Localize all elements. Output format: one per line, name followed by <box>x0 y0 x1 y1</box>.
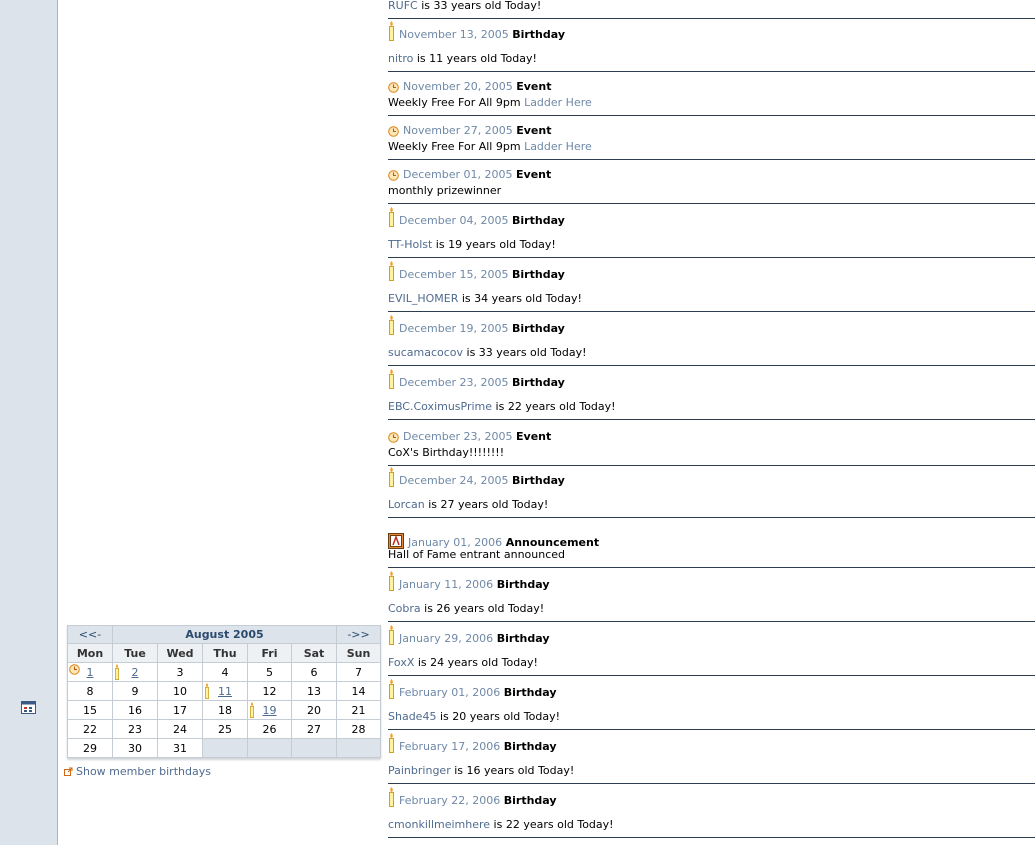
calendar-day-number: 7 <box>355 665 363 679</box>
event-entry <box>388 785 1035 838</box>
entry-date[interactable]: November 20, 2005 <box>403 80 513 93</box>
entry-type: Birthday <box>496 632 550 645</box>
entry-type: Event <box>516 124 552 137</box>
calendar-day-number: 22 <box>83 722 97 736</box>
show-member-birthdays-link[interactable] <box>64 765 211 778</box>
entry-header <box>388 261 565 281</box>
weekday-header: Sat <box>292 644 337 663</box>
entry-date[interactable]: December 19, 2005 <box>399 322 509 335</box>
event-entry <box>388 0 1035 19</box>
entry-date[interactable]: November 13, 2005 <box>399 28 509 41</box>
calendar-day[interactable] <box>158 739 203 758</box>
event-entry <box>388 205 1035 258</box>
member-name-link[interactable]: RUFC <box>388 0 418 12</box>
next-month-button[interactable]: ->> <box>337 626 381 644</box>
calendar-day[interactable] <box>248 663 292 682</box>
calendar-day[interactable] <box>292 682 337 701</box>
calendar-day <box>292 739 337 758</box>
entry-date[interactable]: January 29, 2006 <box>399 632 494 645</box>
calendar-day[interactable] <box>248 701 292 720</box>
calendar-day[interactable] <box>158 663 203 682</box>
calendar-day[interactable] <box>113 701 158 720</box>
birthday-icon <box>388 632 395 645</box>
calendar-day-number: 29 <box>83 741 97 755</box>
entry-body <box>388 711 560 723</box>
entry-header <box>388 125 551 137</box>
entry-header <box>388 431 551 443</box>
prev-month-button[interactable]: <<- <box>68 626 113 644</box>
entry-body <box>388 549 565 561</box>
event-icon <box>388 80 399 93</box>
entry-type: Announcement <box>505 536 600 549</box>
entry-date[interactable]: February 22, 2006 <box>399 794 501 807</box>
member-name-link[interactable]: Shade45 <box>388 710 437 723</box>
entry-date[interactable]: January 01, 2006 <box>408 536 503 549</box>
calendar-day <box>248 739 292 758</box>
entry-body <box>388 97 592 109</box>
calendar-day-number: 28 <box>351 722 366 736</box>
entry-body <box>388 141 592 153</box>
entry-date[interactable]: December 23, 2005 <box>403 430 513 443</box>
calendar-day[interactable] <box>203 663 248 682</box>
entry-header <box>388 533 599 549</box>
event-entry <box>388 27 1035 72</box>
entry-text: is 33 years old Today! <box>417 0 542 12</box>
calendar-day-number: 8 <box>86 684 94 698</box>
calendar-day[interactable] <box>203 720 248 739</box>
entry-type: Event <box>516 168 552 181</box>
mini-calendar <box>67 625 381 758</box>
entry-text: is 33 years old Today! <box>463 346 587 359</box>
calendar-month-title: August 2005 <box>113 626 337 644</box>
member-name-link[interactable]: sucamacocov <box>388 346 464 359</box>
entry-header <box>388 369 565 389</box>
calendar-day-number: 25 <box>218 722 232 736</box>
calendar-icon[interactable] <box>21 701 36 714</box>
event-entry <box>388 677 1035 730</box>
member-name-link[interactable]: cmonkillmeimhere <box>388 818 491 831</box>
birthday-icon <box>388 474 395 487</box>
birthday-icon <box>388 376 395 389</box>
entry-body <box>388 293 582 305</box>
entry-header <box>388 21 565 41</box>
entry-text: CoX's Birthday!!!!!!!! <box>388 446 505 459</box>
calendar-day[interactable] <box>68 720 113 739</box>
event-entry <box>388 569 1035 622</box>
calendar-day[interactable] <box>68 682 113 701</box>
member-name-link[interactable]: Cobra <box>388 602 421 615</box>
calendar-day-number: 4 <box>221 665 229 679</box>
calendar-day[interactable] <box>113 682 158 701</box>
calendar-day[interactable] <box>158 701 203 720</box>
calendar-day[interactable] <box>68 663 113 682</box>
entry-type: Birthday <box>512 214 565 227</box>
entry-text: is 26 years old Today! <box>420 602 545 615</box>
entry-body <box>388 0 541 12</box>
entry-type: Birthday <box>512 268 565 281</box>
calendar-day-number: 6 <box>310 665 318 679</box>
entry-text: is 19 years old Today! <box>432 238 556 251</box>
calendar-day[interactable] <box>337 720 381 739</box>
entry-body <box>388 603 544 615</box>
event-entry <box>388 421 1035 466</box>
calendar-day-number: 26 <box>262 722 277 736</box>
entry-text: is 24 years old Today! <box>414 656 538 669</box>
entry-date[interactable]: February 01, 2006 <box>399 686 501 699</box>
member-name-link[interactable]: EBC.CoximusPrime <box>388 400 493 413</box>
calendar-week <box>68 701 381 720</box>
birthday-icon <box>114 664 120 683</box>
birthday-icon <box>388 794 395 807</box>
calendar-day[interactable] <box>337 701 381 720</box>
calendar-day-number: 18 <box>218 703 232 717</box>
entry-type: Birthday <box>512 376 565 389</box>
entry-date[interactable]: December 04, 2005 <box>399 214 509 227</box>
calendar-day[interactable] <box>248 682 292 701</box>
event-icon <box>388 124 399 137</box>
entry-body <box>388 53 537 65</box>
external-link-icon <box>64 767 73 776</box>
entry-type: Event <box>516 430 552 443</box>
member-name-link[interactable]: FoxX <box>388 656 415 669</box>
entry-text: is 27 years old Today! <box>424 498 549 511</box>
entry-date[interactable]: February 17, 2006 <box>399 740 501 753</box>
calendar-day-number: 30 <box>128 741 142 755</box>
entry-body <box>388 239 556 251</box>
birthday-icon <box>388 686 395 699</box>
calendar-day[interactable] <box>337 682 381 701</box>
entry-type: Birthday <box>503 794 557 807</box>
event-entry <box>388 367 1035 420</box>
calendar-day-number: 10 <box>173 684 187 698</box>
weekday-header: Tue <box>113 644 158 663</box>
entry-header <box>388 81 551 93</box>
birthday-icon <box>388 322 395 335</box>
entry-type: Birthday <box>496 578 550 591</box>
entry-header <box>388 787 557 807</box>
entry-header <box>388 625 550 645</box>
show-member-birthdays-label: Show member birthdays <box>76 765 211 778</box>
calendar-day-number: 5 <box>266 665 273 679</box>
entry-body <box>388 657 538 669</box>
calendar-day[interactable] <box>337 663 381 682</box>
calendar-day[interactable] <box>292 720 337 739</box>
calendar-day-number: 20 <box>307 703 321 717</box>
calendar-day[interactable] <box>158 682 203 701</box>
entry-type: Birthday <box>512 322 565 335</box>
birthday-icon <box>388 28 395 41</box>
entry-type: Birthday <box>512 474 565 487</box>
calendar-day-number: 21 <box>351 703 366 717</box>
entry-date[interactable]: December 15, 2005 <box>399 268 509 281</box>
entry-header <box>388 467 565 487</box>
weekday-header: Sun <box>337 644 381 663</box>
entry-body <box>388 401 616 413</box>
member-name-link[interactable]: TT-Holst <box>388 238 433 251</box>
calendar-day-link[interactable]: 2 <box>131 665 139 679</box>
event-entry <box>388 259 1035 312</box>
calendar-day-number: 14 <box>351 684 366 698</box>
calendar-week <box>68 739 381 758</box>
calendar-day[interactable] <box>68 739 113 758</box>
entry-header <box>388 315 565 335</box>
birthday-icon <box>388 740 395 753</box>
calendar-week <box>68 663 381 682</box>
weekday-header: Mon <box>68 644 113 663</box>
entry-body <box>388 185 501 197</box>
birthday-icon <box>249 702 255 721</box>
calendar-day-number: 15 <box>83 703 97 717</box>
calendar-day-number: 17 <box>173 703 187 717</box>
weekday-header: Wed <box>158 644 203 663</box>
entry-header <box>388 571 550 591</box>
entry-text: is 16 years old Today! <box>450 764 575 777</box>
entry-date[interactable]: December 23, 2005 <box>399 376 509 389</box>
calendar-week <box>68 720 381 739</box>
member-name-link[interactable]: Lorcan <box>388 498 425 511</box>
event-entry <box>388 159 1035 204</box>
calendar-day <box>337 739 381 758</box>
event-icon <box>388 430 399 443</box>
entry-type: Birthday <box>503 686 557 699</box>
calendar-day[interactable] <box>158 720 203 739</box>
entry-text: Hall of Fame entrant announced <box>388 548 566 561</box>
entry-text: is 20 years old Today! <box>436 710 560 723</box>
ladder-link[interactable]: Ladder Here <box>524 140 592 153</box>
event-entry <box>388 623 1035 676</box>
event-entry <box>388 71 1035 116</box>
calendar-day[interactable] <box>113 739 158 758</box>
event-entry <box>388 465 1035 518</box>
entry-type: Event <box>516 80 552 93</box>
entry-date[interactable]: December 01, 2005 <box>403 168 513 181</box>
entry-header <box>388 169 551 181</box>
entry-text: is 34 years old Today! <box>458 292 582 305</box>
entry-body <box>388 499 548 511</box>
weekday-header: Fri <box>248 644 292 663</box>
calendar-day[interactable] <box>248 720 292 739</box>
event-icon <box>69 664 80 678</box>
entry-body <box>388 765 574 777</box>
calendar-day-link[interactable]: 1 <box>86 665 94 679</box>
calendar-day-number: 23 <box>128 722 142 736</box>
calendar-week <box>68 682 381 701</box>
entry-header <box>388 207 565 227</box>
entry-text: monthly prizewinner <box>388 184 502 197</box>
entry-header <box>388 679 557 699</box>
event-entry <box>388 731 1035 784</box>
calendar-day[interactable] <box>113 720 158 739</box>
entry-text: is 11 years old Today! <box>413 52 537 65</box>
entry-text: is 22 years old Today! <box>490 818 614 831</box>
calendar-day[interactable] <box>203 701 248 720</box>
birthday-icon <box>388 268 395 281</box>
entry-body <box>388 819 614 831</box>
entry-text: is 22 years old Today! <box>492 400 616 413</box>
calendar-day[interactable] <box>68 701 113 720</box>
calendar-day-number: 27 <box>307 722 321 736</box>
calendar-day-link[interactable]: 11 <box>218 684 232 698</box>
ladder-link[interactable]: Ladder Here <box>524 96 592 109</box>
birthday-icon <box>388 214 395 227</box>
entry-date[interactable]: November 27, 2005 <box>403 124 513 137</box>
event-entry <box>388 313 1035 366</box>
calendar-day[interactable] <box>292 701 337 720</box>
entry-body <box>388 347 587 359</box>
calendar-day-number: 16 <box>128 703 142 717</box>
birthday-icon <box>388 578 395 591</box>
calendar-day-link[interactable]: 19 <box>262 703 277 717</box>
calendar-day-number: 9 <box>131 684 139 698</box>
left-sidebar <box>0 0 58 845</box>
calendar-day-number: 12 <box>262 684 277 698</box>
birthday-icon <box>204 683 210 702</box>
event-icon <box>388 168 399 181</box>
event-entry <box>388 519 1035 568</box>
calendar-day[interactable] <box>292 663 337 682</box>
weekday-header: Thu <box>203 644 248 663</box>
calendar-day-number: 3 <box>176 665 184 679</box>
calendar-day <box>203 739 248 758</box>
calendar-day[interactable] <box>203 682 248 701</box>
entry-text: Weekly Free For All 9pm <box>388 96 525 109</box>
member-name-link[interactable]: nitro <box>388 52 414 65</box>
entry-date[interactable]: December 24, 2005 <box>399 474 509 487</box>
entry-type: Birthday <box>503 740 557 753</box>
event-entry <box>388 115 1035 160</box>
entry-text: Weekly Free For All 9pm <box>388 140 525 153</box>
member-name-link[interactable]: Painbringer <box>388 764 451 777</box>
entry-body <box>388 447 504 459</box>
entry-header <box>388 733 557 753</box>
member-name-link[interactable]: EVIL_HOMER <box>388 292 459 305</box>
entry-date[interactable]: January 11, 2006 <box>399 578 494 591</box>
calendar-day-number: 24 <box>173 722 187 736</box>
entry-type: Birthday <box>512 28 566 41</box>
calendar-day-number: 31 <box>173 741 187 755</box>
calendar-day-number: 13 <box>307 684 321 698</box>
calendar-day[interactable] <box>113 663 158 682</box>
